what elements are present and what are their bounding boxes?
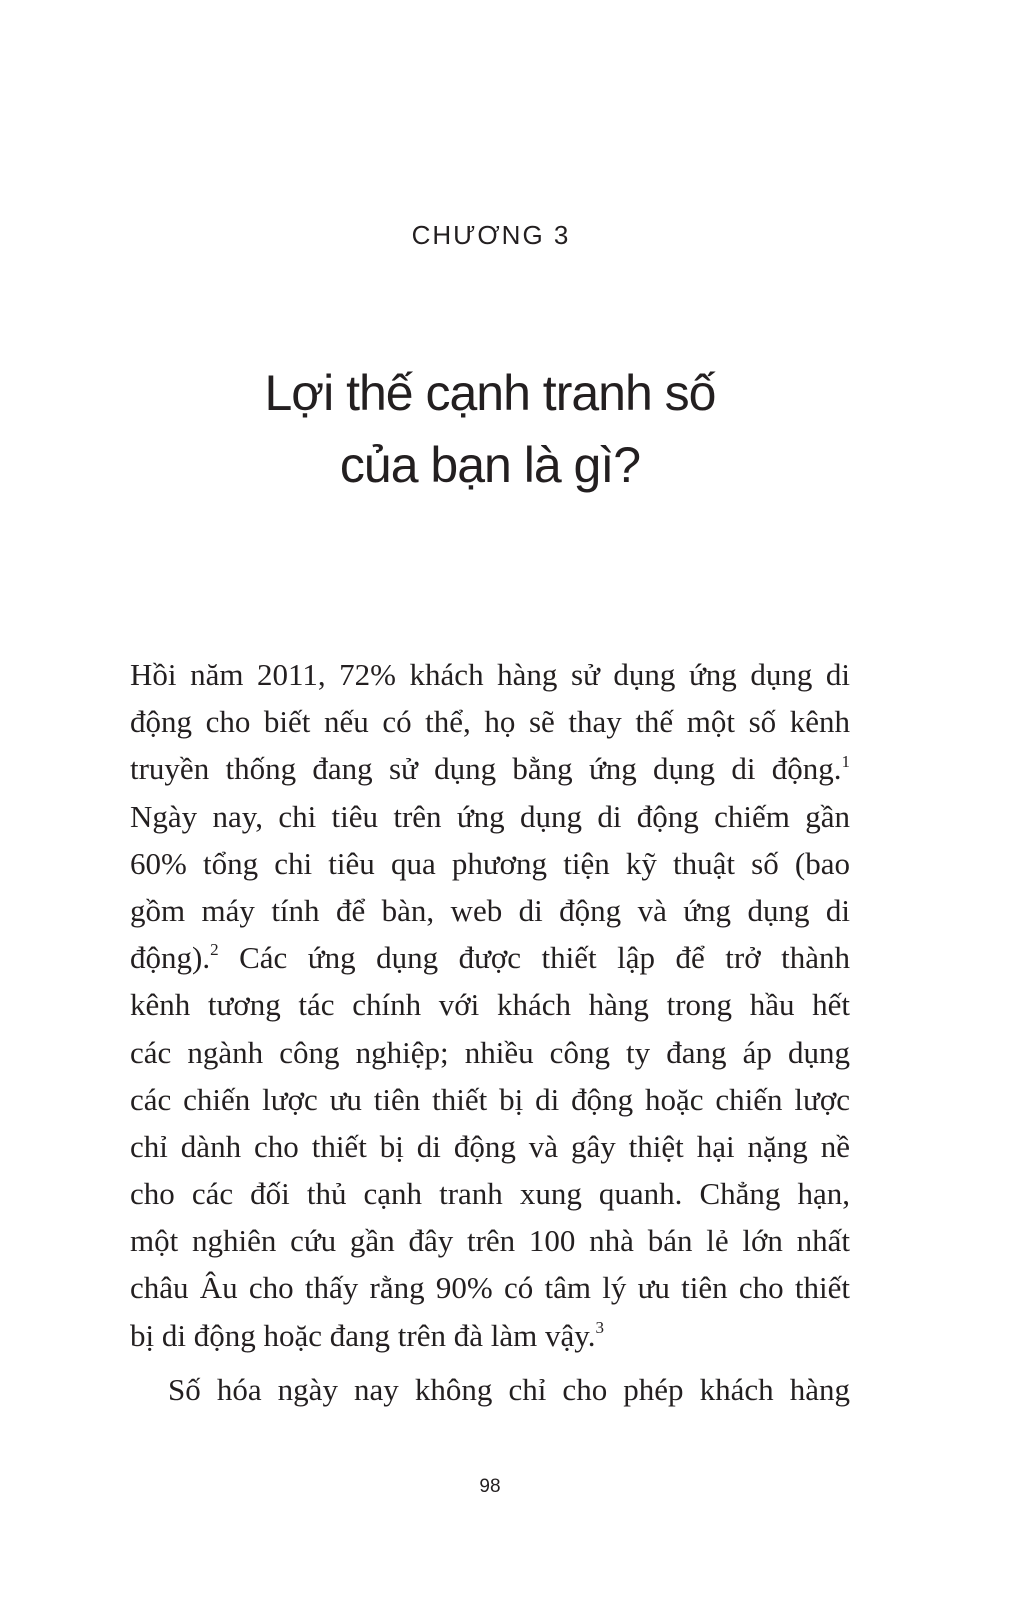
page-number: 98	[479, 1476, 501, 1497]
text-line	[130, 1312, 850, 1359]
paragraph-1	[130, 651, 850, 1359]
text-line	[130, 934, 850, 981]
text-line: một nghiên cứu gần đây trên 100 nhà bán lẻ lớn nhất	[130, 1223, 850, 1259]
footnote-marker: 3	[595, 1317, 604, 1337]
line-text: Các ứng dụng được thiết lập để trở thành	[218, 940, 850, 976]
chapter-title-line-1: Lợi thế cạnh tranh số	[264, 365, 716, 421]
text-line: chỉ dành cho thiết bị di động và gây thiệt hại nặng nề	[130, 1128, 850, 1164]
text-line	[130, 745, 850, 792]
text-line: động cho biết nếu có thể, họ sẽ thay thế một số kênh	[130, 704, 850, 740]
paragraph-2	[130, 1366, 850, 1413]
text-line: Hồi năm 2011, 72% khách hàng sử dụng ứng dụng di	[130, 657, 850, 692]
line-text: bị di động hoặc đang trên đà làm vậy.	[130, 1317, 596, 1353]
text-line: Ngày nay, chi tiêu trên ứng dụng di động chiếm gần	[130, 798, 850, 834]
text-line: kênh tương tác chính với khách hàng trong hầu hết	[130, 987, 850, 1023]
text-line: gồm máy tính để bàn, web di động và ứng dụng di	[130, 892, 850, 928]
footnote-marker: 2	[210, 940, 219, 960]
chapter-label: CHƯƠNG 3	[411, 220, 571, 250]
line-text: truyền thống đang sử dụng bằng ứng dụng di động.	[130, 751, 842, 787]
text-line: các chiến lược ưu tiên thiết bị di động hoặc chiến lược	[130, 1081, 850, 1117]
chapter-title	[130, 357, 850, 501]
text-line: cho các đối thủ cạnh tranh xung quanh. Chẳng hạn,	[130, 1176, 850, 1212]
text-line: các ngành công nghiệp; nhiều công ty đang áp dụng	[130, 1034, 850, 1070]
text-line: 60% tổng chi tiêu qua phương tiện kỹ thuật số (bao	[130, 845, 850, 881]
footnote-marker: 1	[841, 751, 850, 771]
body-text	[130, 651, 850, 1413]
line-text: động).	[130, 940, 211, 976]
text-line: châu Âu cho thấy rằng 90% có tâm lý ưu tiên cho thiết	[130, 1270, 850, 1306]
chapter-title-line-2: của bạn là gì?	[339, 437, 641, 493]
text-line: Số hóa ngày nay không chỉ cho phép khách hàng	[168, 1371, 850, 1407]
